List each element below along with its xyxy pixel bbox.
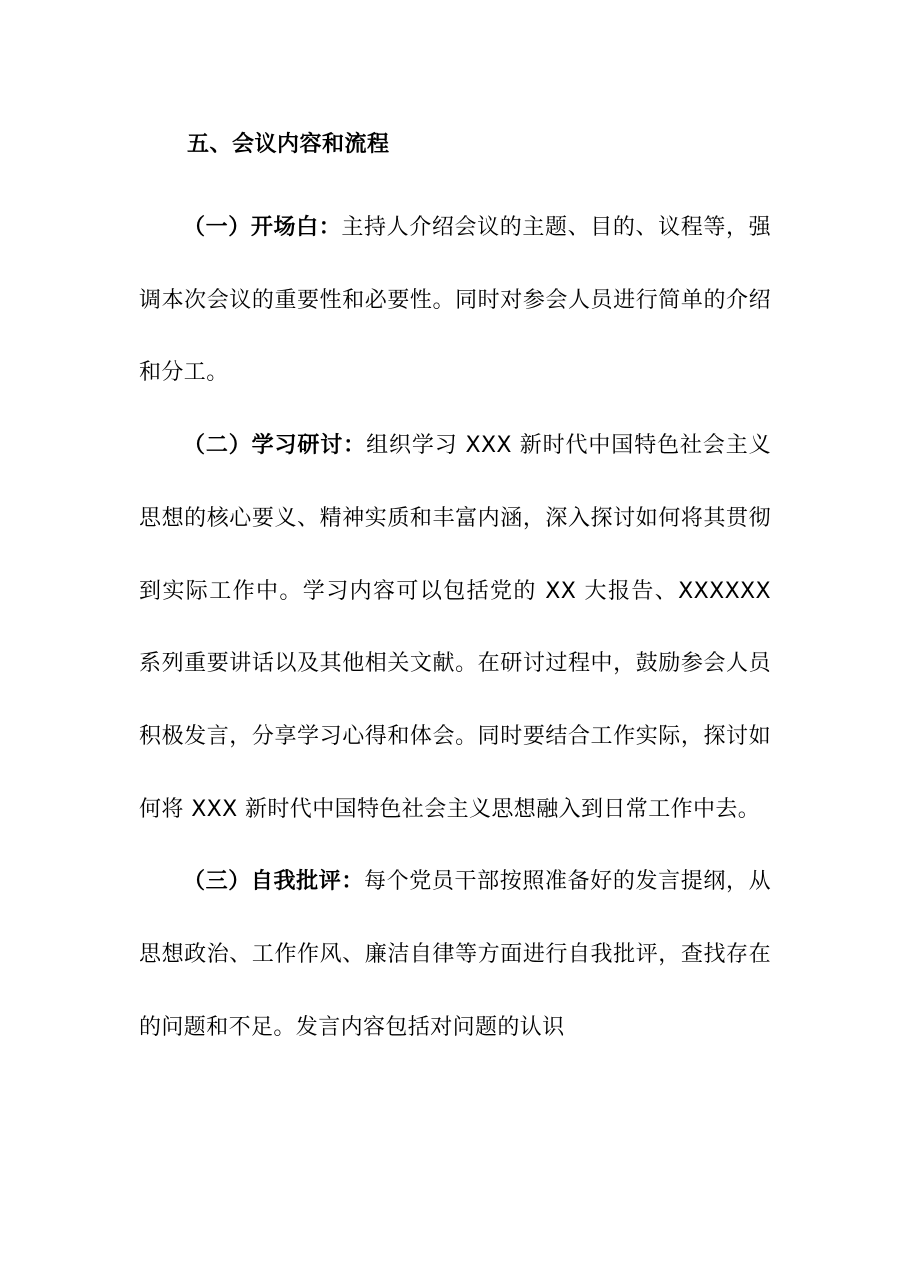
paragraph-study-discussion	[139, 410, 771, 846]
paragraph-self-criticism-lead: （三）自我批评：	[183, 869, 364, 895]
paragraph-opening-body: 主持人介绍会议的主题、目的、议程等，强调本次会议的重要性和必要性。同时对参会人员进行简单的介绍和分工。	[139, 215, 771, 386]
section-heading: 五、会议内容和流程	[187, 132, 390, 157]
paragraph-study-discussion-lead: （二）学习研讨：	[183, 433, 367, 459]
document-body	[139, 119, 771, 1064]
paragraph-self-criticism	[139, 846, 771, 1064]
paragraph-study-discussion-body: 组织学习 XXX 新时代中国特色社会主义思想的核心要义、精神实质和丰富内涵，深入探讨如何将其贯彻到实际工作中。学习内容可以包括党的 XX 大报告、XXXXXX 系列重要讲话以及其他相关文献。在研讨过程中，鼓励参会人员积极发言，分享学习心得和体会。同时要结合工作实际，探讨如何将 XXX 新时代中国特色社会主义思想融入到日常工作中去。	[139, 433, 772, 822]
paragraph-opening-lead: （一）开场白：	[183, 215, 342, 240]
paragraph-opening	[139, 192, 771, 410]
paragraph-self-criticism-body: 每个党员干部按照准备好的发言提纲，从思想政治、工作作风、廉洁自律等方面进行自我批评，查找存在的问题和不足。发言内容包括对问题的认识	[139, 869, 772, 1040]
